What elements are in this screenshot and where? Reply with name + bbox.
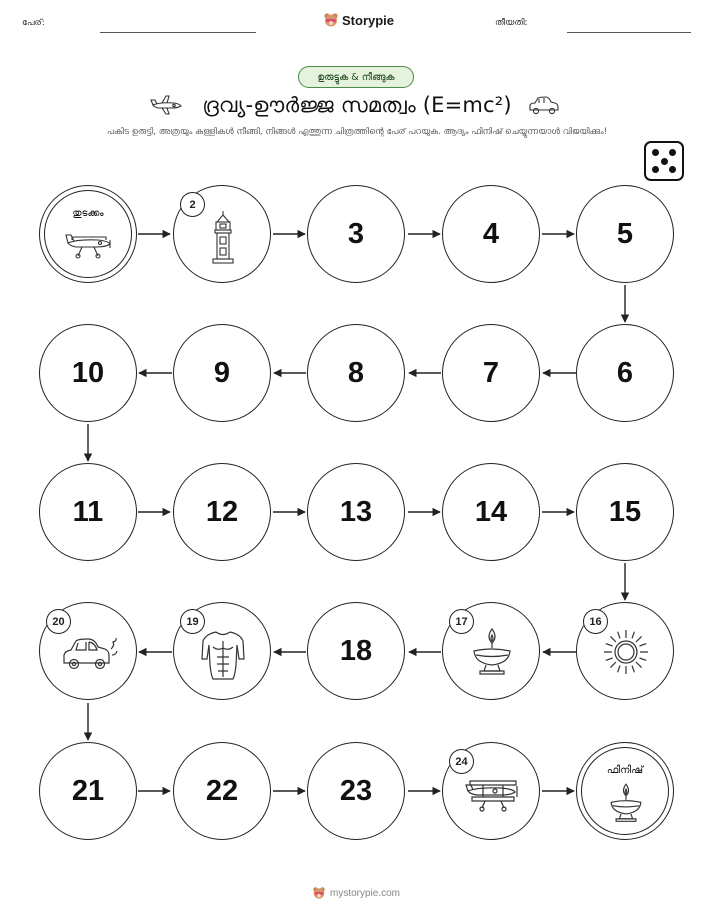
cell-number: 15 [608, 495, 642, 528]
board-cell-22[interactable] [173, 742, 271, 840]
cell-number: 3 [347, 217, 365, 250]
board-cell-14[interactable] [442, 463, 540, 561]
sun-icon [601, 627, 651, 677]
oil-lamp-icon [607, 781, 645, 827]
board-cell-15[interactable] [576, 463, 674, 561]
cell-number: 16 [583, 609, 608, 634]
activity-badge: ഉരുട്ടുക & നീങ്ങുക [298, 66, 414, 88]
tower-icon [210, 210, 236, 264]
board-cell-11[interactable] [39, 463, 137, 561]
board-cell-5[interactable] [576, 185, 674, 283]
board-cell-7[interactable] [442, 324, 540, 422]
car-icon [62, 633, 118, 673]
torso-icon [200, 629, 246, 681]
bear-logo-icon [312, 886, 326, 900]
footer-link[interactable]: mystorypie.com [330, 887, 401, 899]
finish-label: ഫിനിഷ് [606, 765, 644, 776]
cell-number: 5 [616, 217, 634, 250]
cell-number: 21 [71, 774, 105, 807]
board-cell-9[interactable] [173, 324, 271, 422]
board-cell-13[interactable] [307, 463, 405, 561]
start-label: തുടക്കം [72, 208, 104, 219]
footer [312, 886, 400, 900]
board-cell-17[interactable] [442, 602, 540, 700]
cell-number: 6 [616, 356, 634, 389]
cell-number: 23 [339, 774, 373, 807]
page-title: ദ്രവ്യ-ഊർജ്ജ സമത്വം (E=mc²) [202, 93, 512, 117]
biplane-icon [465, 773, 521, 813]
board-cell-4[interactable] [442, 185, 540, 283]
cell-number: 11 [72, 495, 104, 528]
cell-number: 10 [71, 356, 105, 389]
airplane-icon [64, 226, 114, 260]
cell-number: 22 [205, 774, 239, 807]
board-cell-23[interactable] [307, 742, 405, 840]
board-cell-6[interactable] [576, 324, 674, 422]
oil-lamp-icon [469, 627, 515, 679]
board-cell-16[interactable] [576, 602, 674, 700]
board-cell-10[interactable] [39, 324, 137, 422]
name-label: പേര്: [22, 18, 45, 28]
start-cell[interactable] [39, 185, 137, 283]
cell-number: 20 [46, 609, 71, 634]
board-cell-8[interactable] [307, 324, 405, 422]
cell-number: 9 [213, 356, 231, 389]
cell-number: 24 [449, 749, 474, 774]
brand-name: Storypie [342, 12, 395, 28]
cell-number: 7 [482, 356, 500, 389]
board-cell-2[interactable] [173, 185, 271, 283]
cell-number: 18 [339, 634, 373, 667]
board-cell-20[interactable] [39, 602, 137, 700]
cell-number: 8 [347, 356, 365, 389]
board-cell-21[interactable] [39, 742, 137, 840]
cell-number: 12 [205, 495, 239, 528]
board-cell-12[interactable] [173, 463, 271, 561]
date-label: തീയതി: [495, 18, 528, 28]
cell-number: 14 [474, 495, 508, 528]
finish-cell[interactable] [576, 742, 674, 840]
cell-number: 13 [339, 495, 373, 528]
board-cell-18[interactable] [307, 602, 405, 700]
cell-number: 17 [449, 609, 474, 634]
board-cell-24[interactable] [442, 742, 540, 840]
cell-number: 19 [180, 609, 205, 634]
cell-number: 4 [482, 217, 500, 250]
cell-number: 2 [180, 192, 205, 217]
board-cell-3[interactable] [307, 185, 405, 283]
board-cell-19[interactable] [173, 602, 271, 700]
instructions: പകിട ഉരുട്ടി, അത്രയും കള്ളികൾ നീങ്ങി, നിങ്ങൾ എത്തുന്ന ചിത്രത്തിന്റെ പേര് പറയുക. ആദ്യം ഫിനിഷ് ചെയ്യുന്നയാൾ വിജയിക്കും! [106, 127, 608, 137]
